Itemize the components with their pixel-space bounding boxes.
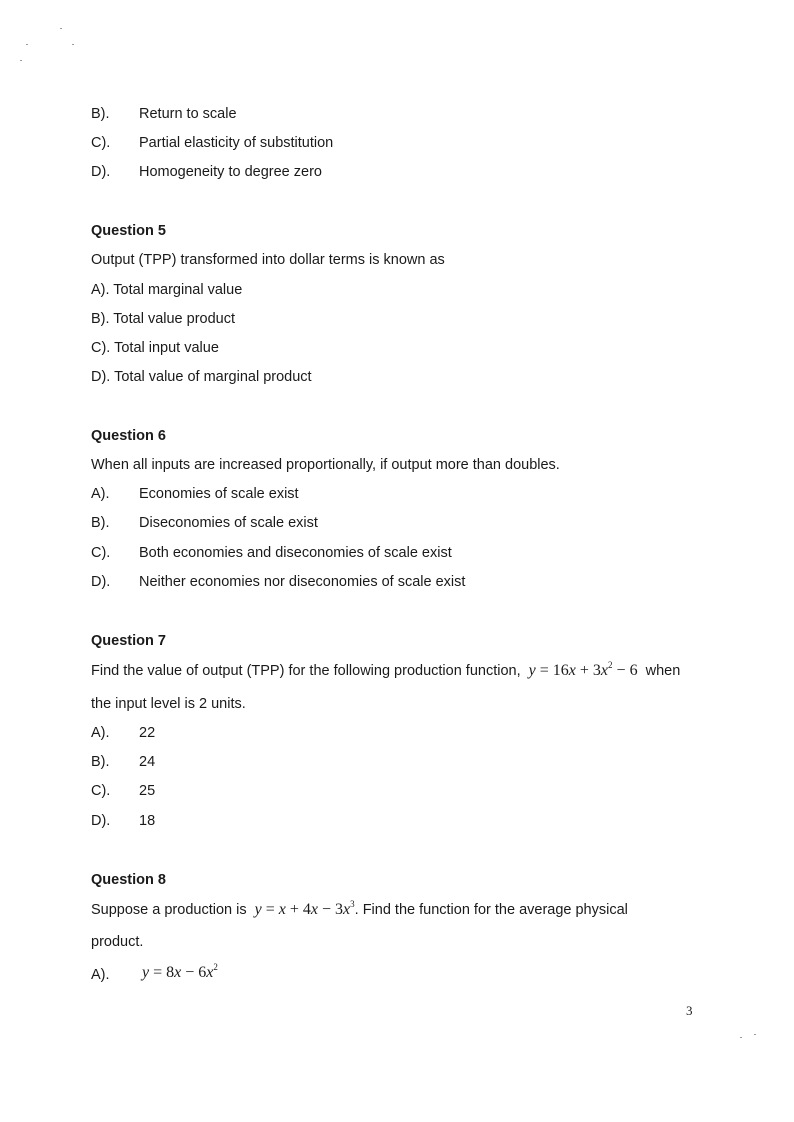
question-title: Question 8 xyxy=(91,872,166,888)
option-letter: A). xyxy=(91,967,110,983)
option-a-equation: $y = 8x - 6x^2$ xyxy=(142,962,218,981)
option-text: Return to scale xyxy=(139,106,237,122)
option-letter: D). xyxy=(91,574,111,590)
option-letter: A). xyxy=(91,486,110,502)
question-title: Question 7 xyxy=(91,633,166,649)
prompt-text: Find the value of output (TPP) for the following production function, xyxy=(91,663,521,679)
scan-speck xyxy=(26,44,28,45)
option-letter: C). xyxy=(91,783,111,799)
scan-speck xyxy=(60,28,62,29)
option-text: Neither economies nor diseconomies of scale exist xyxy=(139,574,466,590)
production-function-equation: $y = 16x + 3x^2 - 6$ xyxy=(524,660,638,679)
option-letter: B). xyxy=(91,515,110,531)
scan-speck xyxy=(754,1034,756,1035)
option-line: C). Total input value xyxy=(91,340,219,356)
prompt-text: Suppose a production is xyxy=(91,902,247,918)
question-prompt: Output (TPP) transformed into dollar terms is known as xyxy=(91,252,445,268)
question-title: Question 5 xyxy=(91,223,166,239)
question-prompt: When all inputs are increased proportionally, if output more than doubles. xyxy=(91,457,560,473)
option-line: B). Total value product xyxy=(91,311,236,327)
option-letter: C). xyxy=(91,545,111,561)
option-letter: C). xyxy=(91,135,111,151)
option-letter: D). xyxy=(91,813,111,829)
option-text: 22 xyxy=(139,725,156,741)
option-text: Diseconomies of scale exist xyxy=(139,515,318,531)
production-equation: $y = x + 4x - 3x^3$ xyxy=(250,899,355,918)
page-number: 3 xyxy=(686,1003,693,1018)
option-text: Partial elasticity of substitution xyxy=(139,135,334,151)
option-letter: B). xyxy=(91,106,110,122)
option-letter: B). xyxy=(91,754,110,770)
option-text: 18 xyxy=(139,813,156,829)
prompt-text: . Find the function for the average physical xyxy=(354,902,628,918)
option-text: Homogeneity to degree zero xyxy=(139,164,322,180)
option-text: Both economies and diseconomies of scale exist xyxy=(139,545,452,561)
scan-speck xyxy=(740,1037,742,1038)
option-text: 24 xyxy=(139,754,156,770)
option-line: A). Total marginal value xyxy=(91,282,243,298)
scan-speck xyxy=(72,44,74,45)
question-title: Question 6 xyxy=(91,428,166,444)
question-prompt xyxy=(91,662,680,680)
question-prompt xyxy=(91,901,628,919)
option-letter: A). xyxy=(91,725,110,741)
scan-speck xyxy=(20,60,22,61)
question-prompt-continued: the input level is 2 units. xyxy=(91,696,246,712)
option-text: Economies of scale exist xyxy=(139,486,299,502)
question-prompt-continued: product. xyxy=(91,934,144,950)
option-letter: D). xyxy=(91,164,111,180)
prompt-text: when xyxy=(645,663,681,679)
option-line: D). Total value of marginal product xyxy=(91,369,312,385)
option-text: 25 xyxy=(139,783,156,799)
